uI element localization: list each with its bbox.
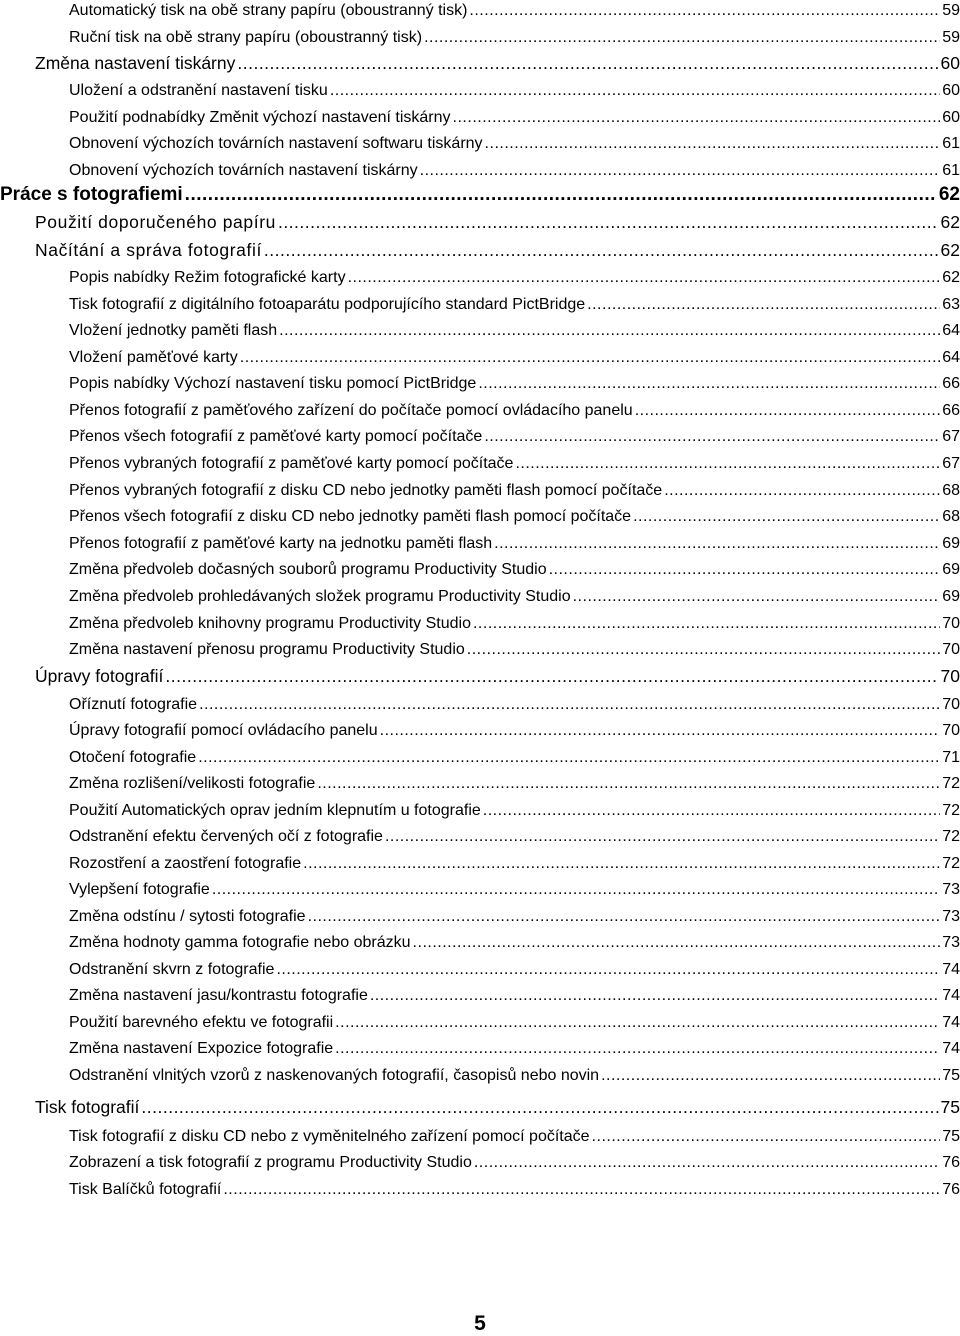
toc-entry-page: 70 (940, 666, 960, 686)
toc-entry-title: Změna hodnoty gamma fotografie nebo obrázku (69, 934, 411, 951)
toc-entry-page: 66 (942, 402, 960, 419)
toc-entry-title: Přenos fotografií z paměťového zařízení do počítače pomocí ovládacího panelu (69, 402, 633, 419)
toc-entry-page: 72 (942, 775, 960, 792)
toc-entry-title: Ruční tisk na obě strany papíru (oboustranný tisk) (69, 29, 423, 46)
toc-entry-page: 69 (942, 588, 960, 605)
dot-leader (240, 349, 940, 367)
toc-entry-page: 60 (942, 82, 960, 99)
toc-entry-title: Obnovení výchozích továrních nastavení tiskárny (69, 162, 418, 179)
toc-entry[interactable] (35, 661, 960, 687)
dot-leader (592, 1128, 941, 1146)
toc-entry[interactable] (69, 261, 960, 287)
toc-entry-page: 62 (940, 212, 960, 232)
toc-entry[interactable] (69, 580, 960, 606)
dot-leader (165, 666, 938, 687)
dot-leader (380, 722, 941, 740)
toc-entry-title: Popis nabídky Režim fotografické karty (69, 269, 346, 286)
toc-entry-title: Použití doporučeného papíru (35, 212, 276, 232)
toc-entry-page: 59 (942, 2, 960, 19)
dot-leader (212, 881, 940, 899)
dot-leader (483, 802, 940, 820)
toc-entry-page: 67 (942, 455, 960, 472)
dot-leader (335, 1040, 940, 1058)
toc-entry-page: 73 (942, 881, 960, 898)
toc-entry-page: 69 (942, 561, 960, 578)
toc-entry[interactable] (69, 633, 960, 659)
toc-entry-page: 61 (942, 162, 960, 179)
toc-entry-page: 74 (942, 1040, 960, 1057)
toc-entry[interactable] (35, 207, 960, 233)
dot-leader (317, 775, 940, 793)
toc-entry-page: 67 (942, 428, 960, 445)
dot-leader (474, 1154, 940, 1172)
toc-entry-title: Odstranění skvrn z fotografie (69, 961, 275, 978)
toc-entry-title: Úpravy fotografií pomocí ovládacího panelu (69, 722, 378, 739)
toc-entry-page: 66 (942, 375, 960, 392)
toc-entry-title: Přenos všech fotografií z disku CD nebo jednotky paměti flash pomocí počítače (69, 508, 632, 525)
toc-entry[interactable] (69, 607, 960, 633)
toc-entry-title: Přenos fotografií z paměťové karty na jednotku paměti flash (69, 535, 493, 552)
toc-entry[interactable] (69, 794, 960, 820)
toc-entry-title: Oříznutí fotografie (69, 696, 198, 713)
dot-leader (515, 455, 940, 473)
toc-entry-page: 73 (942, 934, 960, 951)
toc-entry[interactable] (69, 873, 960, 899)
toc-entry-title: Načítání a správa fotografií (35, 240, 262, 260)
dot-leader (198, 749, 940, 767)
toc-entry-title: Obnovení výchozích továrních nastavení softwaru tiskárny (69, 135, 483, 152)
toc-entry[interactable] (0, 180, 960, 206)
dot-leader (278, 212, 939, 233)
dot-leader (237, 53, 938, 74)
toc-entry-page: 62 (942, 269, 960, 286)
toc-entry[interactable] (69, 953, 960, 979)
toc-entry-title: Vylepšení fotografie (69, 881, 210, 898)
toc-entry[interactable] (69, 314, 960, 340)
dot-leader (469, 2, 940, 20)
toc-entry-page: 62 (940, 240, 960, 260)
toc-entry-page: 72 (942, 802, 960, 819)
toc-entry-title: Uložení a odstranění nastavení tisku (69, 82, 328, 99)
toc-entry-page: 75 (942, 1067, 960, 1084)
toc-entry[interactable] (69, 1006, 960, 1032)
toc-entry-page: 72 (942, 828, 960, 845)
dot-leader (185, 184, 937, 206)
toc-entry-title: Odstranění vlnitých vzorů z naskenovaných fotografií, časopisů nebo novin (69, 1067, 600, 1084)
dot-leader (223, 1181, 940, 1199)
toc-entry-page: 75 (940, 1097, 960, 1117)
toc-entry[interactable] (69, 688, 960, 714)
toc-entry[interactable] (69, 101, 960, 127)
toc-entry-page: 68 (942, 482, 960, 499)
toc-entry[interactable] (69, 1032, 960, 1058)
toc-entry-title: Automatický tisk na obě strany papíru (oboustranný tisk) (69, 2, 468, 19)
toc-entry-title: Změna rozlišení/velikosti fotografie (69, 775, 316, 792)
toc-entry-page: 64 (942, 349, 960, 366)
toc-entry-page: 61 (942, 135, 960, 152)
toc-entry-title: Změna nastavení Expozice fotografie (69, 1040, 334, 1057)
toc-entry-title: Zobrazení a tisk fotografií z programu Productivity Studio (69, 1154, 472, 1171)
toc-entry[interactable] (69, 847, 960, 873)
toc-entry-title: Změna předvoleb dočasných souborů programu Productivity Studio (69, 561, 547, 578)
toc-entry-page: 76 (942, 1181, 960, 1198)
toc-entry-title: Změna předvoleb knihovny programu Productivity Studio (69, 615, 471, 632)
dot-leader (467, 641, 940, 659)
dot-leader (635, 402, 941, 420)
toc-entry[interactable] (69, 527, 960, 553)
toc-entry-page: 69 (942, 535, 960, 552)
toc-entry[interactable] (69, 900, 960, 926)
toc-entry-title: Práce s fotografiemi (0, 184, 183, 205)
toc-entry-title: Použití Automatických oprav jedním klepnutím u fotografie (69, 802, 481, 819)
toc-entry-page: 60 (940, 53, 960, 73)
toc-entry-page: 71 (942, 749, 960, 766)
toc-entry-title: Změna nastavení přenosu programu Productivity Studio (69, 641, 465, 658)
toc-entry[interactable] (69, 21, 960, 47)
dot-leader (303, 855, 940, 873)
toc-entry[interactable] (69, 1059, 960, 1085)
dot-leader (494, 535, 940, 553)
toc-entry[interactable] (69, 447, 960, 473)
dot-leader (279, 322, 940, 340)
dot-leader (330, 82, 940, 100)
toc-entry-title: Použití podnabídky Změnit výchozí nastavení tiskárny (69, 109, 451, 126)
toc-entry-page: 75 (942, 1128, 960, 1145)
dot-leader (664, 482, 940, 500)
toc-entry-title: Přenos vybraných fotografií z disku CD nebo jednotky paměti flash pomocí počítače (69, 482, 663, 499)
toc-entry-title: Vložení jednotky paměti flash (69, 322, 278, 339)
toc-entry[interactable] (69, 1146, 960, 1172)
toc-entry-title: Úpravy fotografií (35, 666, 164, 686)
toc-entry-title: Popis nabídky Výchozí nastavení tisku pomocí PictBridge (69, 375, 477, 392)
toc-entry[interactable] (35, 1092, 960, 1118)
toc-entry-page: 72 (942, 855, 960, 872)
dot-leader (485, 135, 941, 153)
dot-leader (276, 961, 940, 979)
dot-leader (308, 908, 941, 926)
toc-entry[interactable] (69, 820, 960, 846)
toc-entry-title: Změna předvoleb prohledávaných složek programu Productivity Studio (69, 588, 571, 605)
toc-entry[interactable] (69, 926, 960, 952)
dot-leader (348, 269, 941, 287)
dot-leader (601, 1067, 940, 1085)
toc-entry-page: 70 (942, 641, 960, 658)
toc-entry-page: 70 (942, 615, 960, 632)
dot-leader (573, 588, 941, 606)
toc-entry-page: 73 (942, 908, 960, 925)
dot-leader (199, 696, 940, 714)
dot-leader (370, 987, 940, 1005)
toc-entry[interactable] (69, 553, 960, 579)
toc-entry[interactable] (69, 767, 960, 793)
toc-entry-page: 63 (942, 296, 960, 313)
toc-entry[interactable] (69, 979, 960, 1005)
toc-entry[interactable] (69, 74, 960, 100)
toc-entry-title: Tisk fotografií (35, 1097, 140, 1117)
toc-entry-title: Odstranění efektu červených očí z fotografie (69, 828, 383, 845)
toc-entry-page: 64 (942, 322, 960, 339)
dot-leader (478, 375, 940, 393)
toc-entry-title: Tisk fotografií z disku CD nebo z vyměnitelného zařízení pomocí počítače (69, 1128, 590, 1145)
toc-entry-title: Použití barevného efektu ve fotografii (69, 1014, 334, 1031)
toc-entry-page: 74 (942, 1014, 960, 1031)
dot-leader (549, 561, 941, 579)
toc-entry-title: Změna nastavení jasu/kontrastu fotografie (69, 987, 368, 1004)
dot-leader (473, 615, 940, 633)
toc-entry-page: 68 (942, 508, 960, 525)
dot-leader (484, 428, 940, 446)
dot-leader (420, 162, 941, 180)
toc-entry-page: 76 (942, 1154, 960, 1171)
dot-leader (424, 29, 940, 47)
toc-entry[interactable] (69, 367, 960, 393)
toc-entry[interactable] (69, 127, 960, 153)
toc-entry-page: 70 (942, 696, 960, 713)
toc-entry-title: Změna nastavení tiskárny (35, 53, 236, 73)
toc-entry[interactable] (69, 474, 960, 500)
dot-leader (335, 1014, 940, 1032)
dot-leader (264, 240, 939, 261)
toc-entry[interactable] (69, 288, 960, 314)
dot-leader (587, 296, 940, 314)
toc-entry-page: 59 (942, 29, 960, 46)
dot-leader (141, 1097, 938, 1118)
toc-entry[interactable] (69, 1120, 960, 1146)
toc-entry[interactable] (69, 154, 960, 180)
toc-entry-title: Tisk Balíčků fotografií (69, 1181, 222, 1198)
toc-entry-page: 70 (942, 722, 960, 739)
page-number: 5 (474, 1312, 486, 1335)
toc-entry[interactable] (69, 714, 960, 740)
toc-entry[interactable] (69, 0, 960, 20)
toc-entry-page: 74 (942, 987, 960, 1004)
toc-entry-title: Změna odstínu / sytosti fotografie (69, 908, 306, 925)
toc-entry[interactable] (35, 48, 960, 74)
toc-entry[interactable] (35, 235, 960, 261)
toc-entry[interactable] (69, 741, 960, 767)
toc-entry-title: Přenos vybraných fotografií z paměťové karty pomocí počítače (69, 455, 514, 472)
toc-entry[interactable] (69, 500, 960, 526)
toc-entry-page: 62 (938, 184, 960, 205)
toc-entry-title: Rozostření a zaostření fotografie (69, 855, 302, 872)
dot-leader (633, 508, 940, 526)
toc-entry[interactable] (69, 420, 960, 446)
toc-entry[interactable] (69, 341, 960, 367)
toc-entry-title: Otočení fotografie (69, 749, 197, 766)
toc-entry[interactable] (69, 394, 960, 420)
toc-entry-title: Přenos všech fotografií z paměťové karty pomocí počítače (69, 428, 483, 445)
dot-leader (385, 828, 940, 846)
dot-leader (453, 109, 941, 127)
toc-entry-page: 74 (942, 961, 960, 978)
toc-entry-page: 60 (942, 109, 960, 126)
toc-entry[interactable] (69, 1173, 960, 1199)
toc-entry-title: Tisk fotografií z digitálního fotoaparátu podporujícího standard PictBridge (69, 296, 586, 313)
dot-leader (413, 934, 941, 952)
toc-entry-title: Vložení paměťové karty (69, 349, 238, 366)
